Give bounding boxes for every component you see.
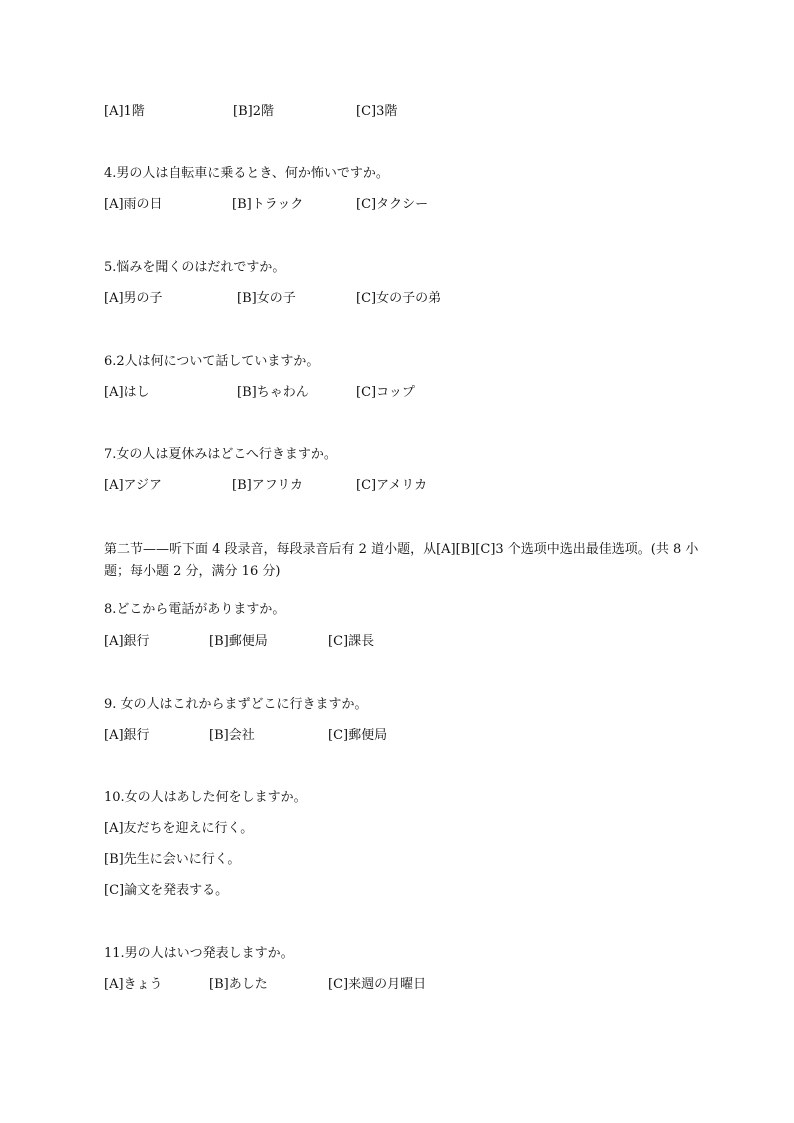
q5-question: 5.悩みを聞くのはだれですか。: [104, 260, 286, 275]
q4-option-c: [C]タクシー: [356, 197, 429, 212]
q8-option-b: [B]郵便局: [209, 634, 268, 649]
q11-option-a: [A]きょう: [104, 977, 163, 992]
q11-option-c: [C]来週の月曜日: [328, 977, 427, 992]
q8-option-a: [A]銀行: [104, 634, 150, 649]
q6-option-c: [C]コップ: [356, 385, 415, 400]
q9-question: 9. 女の人はこれからまずどこに行きますか。: [104, 697, 368, 712]
q5-option-c: [C]女の子の弟: [356, 291, 442, 306]
q6-option-a: [A]はし: [104, 385, 150, 400]
q9-option-a: [A]銀行: [104, 728, 150, 743]
q10-option-c: [C]論文を発表する。: [104, 883, 229, 898]
q4-option-b: [B]トラック: [232, 197, 304, 212]
q10-option-b: [B]先生に会いに行く。: [104, 852, 241, 867]
q7-option-a: [A]アジア: [104, 478, 163, 493]
q6-option-b: [B]ちゃわん: [237, 385, 309, 400]
q11-option-b: [B]あした: [209, 977, 268, 992]
q7-option-b: [B]アフリカ: [232, 478, 304, 493]
q8-option-c: [C]課長: [328, 634, 375, 649]
section-2-instructions: 第二节——听下面 4 段录音，每段录音后有 2 道小题，从[A][B][C]3 个选项中选出最佳选项。(共 8 小题；每小题 2 分，满分 16 分): [104, 542, 699, 579]
q5-option-a: [A]男の子: [104, 291, 163, 306]
q9-option-c: [C]郵便局: [328, 728, 388, 743]
q10-question: 10.女の人はあした何をしますか。: [104, 790, 307, 805]
q3-option-b: [B]2階: [233, 104, 274, 119]
q8-question: 8.どこから電話がありますか。: [104, 602, 286, 617]
q5-option-b: [B]女の子: [237, 291, 296, 306]
q7-question: 7.女の人は夏休みはどこへ行きますか。: [104, 447, 337, 462]
q7-option-c: [C]アメリカ: [356, 478, 428, 493]
q6-question: 6.2人は何について話していますか。: [104, 354, 320, 369]
q4-option-a: [A]雨の日: [104, 197, 163, 212]
q10-option-a: [A]友だちを迎えに行く。: [104, 821, 254, 836]
q3-option-a: [A]1階: [104, 104, 145, 119]
q4-question: 4.男の人は自転車に乗るとき、何か怖いですか。: [104, 166, 389, 181]
q3-option-c: [C]3階: [356, 104, 398, 119]
q11-question: 11.男の人はいつ発表しますか。: [104, 946, 294, 961]
q9-option-b: [B]会社: [209, 728, 255, 743]
